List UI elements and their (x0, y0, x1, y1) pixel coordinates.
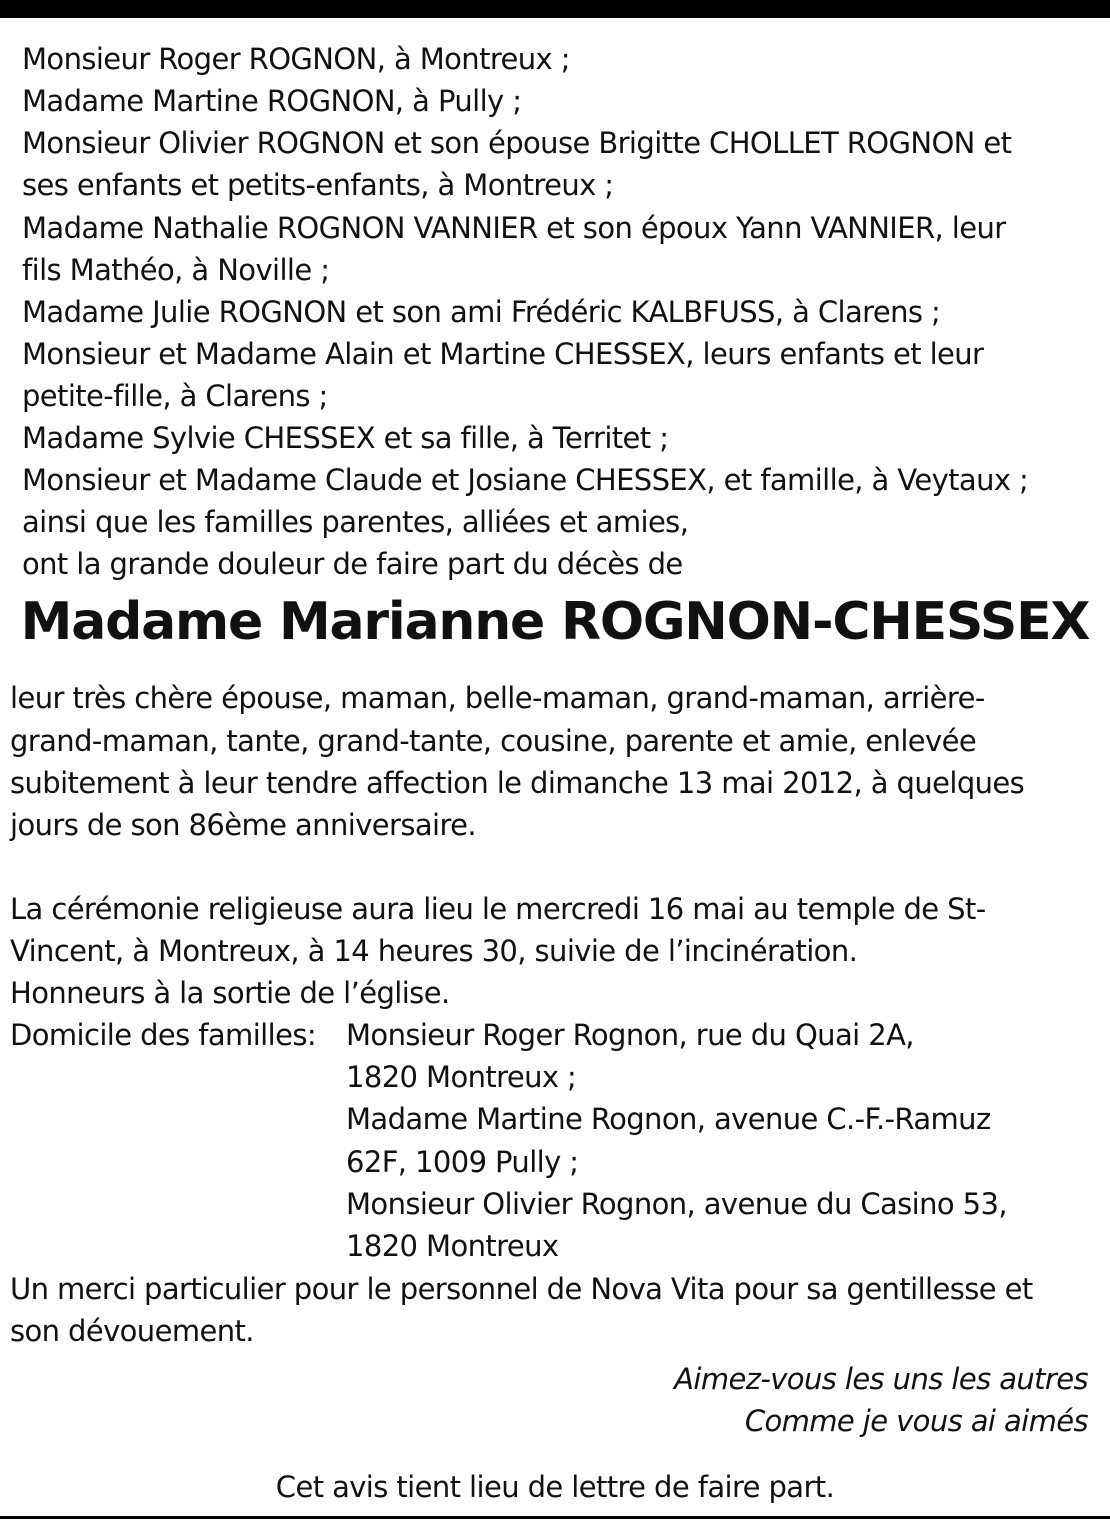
quote-line: Comme je vous ai aimés (744, 1404, 1088, 1438)
address-line: Monsieur Roger Rognon, rue du Quai 2A, (346, 1018, 914, 1052)
address-line: 1820 Montreux (346, 1229, 559, 1263)
address-line: Monsieur Olivier Rognon, avenue du Casino 53, (346, 1187, 1007, 1221)
family-line: Madame Sylvie CHESSEX et sa fille, à Territet ; (22, 421, 669, 455)
family-line: fils Mathéo, à Noville ; (22, 253, 330, 287)
description-line: subitement à leur tendre affection le dimanche 13 mai 2012, à quelques (10, 766, 1025, 800)
thanks-line: son dévouement. (10, 1314, 254, 1348)
deceased-name: Madame Marianne ROGNON-CHESSEX (20, 592, 1090, 652)
family-line: Madame Nathalie ROGNON VANNIER et son époux Yann VANNIER, leur (22, 211, 1006, 245)
family-line: Monsieur Roger ROGNON, à Montreux ; (22, 42, 570, 76)
family-line: petite-fille, à Clarens ; (22, 379, 328, 413)
family-line: Madame Martine ROGNON, à Pully ; (22, 84, 522, 118)
ceremony-line: Honneurs à la sortie de l’église. (10, 976, 450, 1010)
family-line: Monsieur et Madame Claude et Josiane CHESSEX, et famille, à Veytaux ; (22, 463, 1029, 497)
description-line: leur très chère épouse, maman, belle-maman, grand-maman, arrière- (10, 681, 985, 715)
address-line: 1820 Montreux ; (346, 1060, 577, 1094)
family-line: ses enfants et petits-enfants, à Montreux ; (22, 168, 614, 202)
family-line: Madame Julie ROGNON et son ami Frédéric KALBFUSS, à Clarens ; (22, 295, 941, 329)
family-line: ainsi que les familles parentes, alliées et amies, (22, 505, 689, 539)
bottom-rule (0, 1516, 1110, 1519)
address-line: Madame Martine Rognon, avenue C.-F.-Ramuz (346, 1102, 991, 1136)
family-line: Monsieur et Madame Alain et Martine CHESSEX, leurs enfants et leur (22, 337, 984, 371)
address-line: 62F, 1009 Pully ; (346, 1145, 579, 1179)
thanks-line: Un merci particulier pour le personnel de Nova Vita pour sa gentillesse et (10, 1272, 1033, 1306)
description-line: jours de son 86ème anniversaire. (10, 808, 476, 842)
domicile-label: Domicile des familles: (10, 1018, 316, 1052)
description-line: grand-maman, tante, grand-tante, cousine, parente et amie, enlevée (10, 724, 977, 758)
family-line: Monsieur Olivier ROGNON et son épouse Brigitte CHOLLET ROGNON et (22, 126, 1012, 160)
family-line: ont la grande douleur de faire part du décès de (22, 547, 683, 581)
ceremony-line: Vincent, à Montreux, à 14 heures 30, suivie de l’incinération. (10, 934, 858, 968)
ceremony-line: La cérémonie religieuse aura lieu le mercredi 16 mai au temple de St- (10, 892, 986, 926)
quote-line: Aimez-vous les uns les autres (674, 1362, 1088, 1396)
footer-note: Cet avis tient lieu de lettre de faire part. (275, 1470, 835, 1504)
top-rule (0, 0, 1110, 18)
